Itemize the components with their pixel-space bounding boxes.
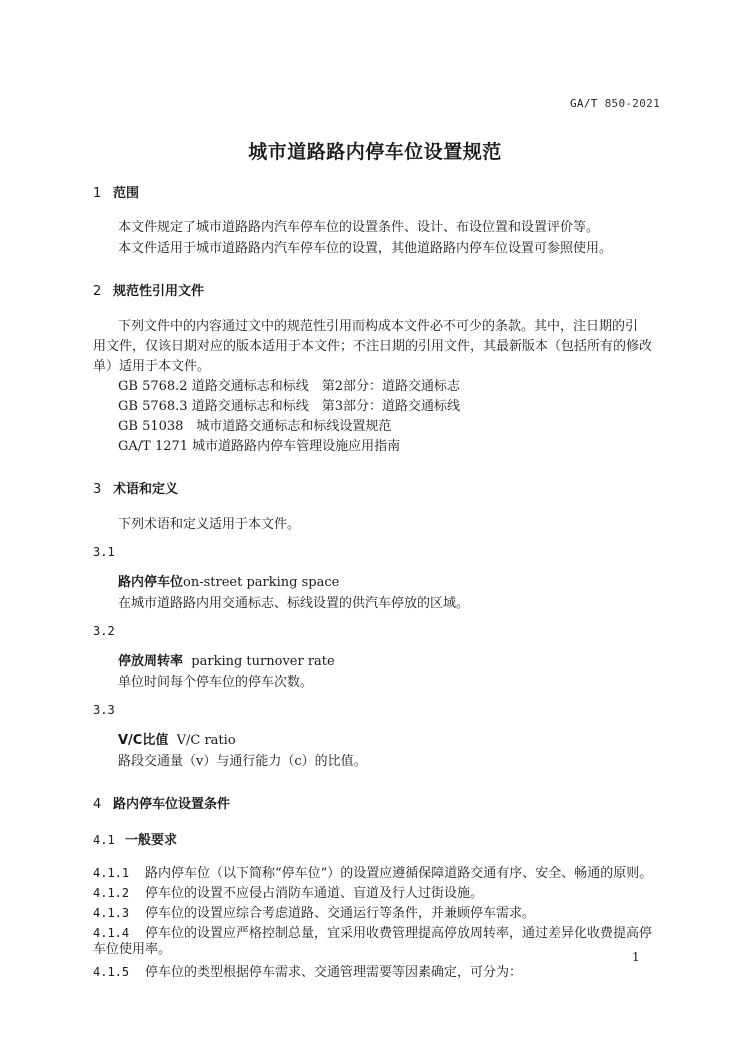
term-title	[118, 732, 236, 749]
clause-4-1-2	[93, 882, 483, 901]
clause-text: 停车位的设置应严格控制总量，宜采用收费管理提高停放周转率，通过差异化收费提高停	[145, 926, 653, 941]
clause-4-1-4	[93, 922, 652, 941]
clause-4-1-5	[93, 961, 522, 980]
s1-paragraph-1: 本文件规定了城市道路路内汽车停车位的设置条件、设计、布设位置和设置评价等。	[118, 220, 600, 235]
term-definition: 路段交通量（v）与通行能力（c）的比值。	[118, 754, 367, 769]
subsection-4-1-heading	[93, 829, 177, 848]
standard-number: 850-2021	[604, 97, 660, 110]
term-number: 3.2	[93, 624, 115, 638]
clause-text: 停车位的类型根据停车需求、交通管理需要等因素确定，可分为：	[145, 965, 523, 980]
clause-4-1-1	[93, 862, 652, 881]
subsection-number: 4.1	[93, 833, 115, 847]
term-english: on-street parking space	[183, 575, 340, 590]
section-number: 2	[93, 284, 102, 299]
section-2-heading	[93, 280, 204, 299]
term-chinese: 路内停车位	[118, 575, 184, 590]
clause-text: 路内停车位（以下简称“停车位”）的设置应遵循保障道路交通有序、安全、畅通的原则。	[145, 866, 653, 881]
term-number: 3.1	[93, 545, 115, 559]
term-definition: 单位时间每个停车位的停车次数。	[118, 675, 314, 690]
clause-number: 4.1.2	[93, 886, 130, 900]
s1-paragraph-2: 本文件适用于城市道路路内汽车停车位的设置，其他道路路内停车位设置可参照使用。	[118, 241, 613, 256]
clause-4-1-4-continued: 车位使用率。	[93, 942, 172, 957]
section-title: 规范性引用文件	[113, 284, 205, 299]
document-title: 城市道路路内停车位设置规范	[248, 141, 502, 163]
term-chinese: 停放周转率	[118, 654, 184, 669]
section-title: 术语和定义	[113, 482, 179, 497]
reference-item: GB 51038 城市道路交通标志和标线设置规范	[118, 419, 392, 434]
section-number: 4	[93, 797, 102, 812]
s2-paragraph-line-3: 单）适用于本文件。	[93, 359, 211, 374]
reference-item: GB 5768.2 道路交通标志和标线 第2部分：道路交通标志	[118, 379, 460, 394]
subsection-title: 一般要求	[125, 833, 178, 848]
clause-number: 4.1.3	[93, 906, 130, 920]
section-3-heading	[93, 478, 178, 497]
section-1-heading	[93, 182, 139, 201]
section-number: 1	[93, 186, 102, 201]
term-number: 3.3	[93, 703, 115, 717]
s2-paragraph-line-1: 下列文件中的内容通过文中的规范性引用而构成本文件必不可少的条款。其中，注日期的引	[118, 319, 639, 334]
section-title: 路内停车位设置条件	[113, 797, 231, 812]
clause-text: 停车位的设置不应侵占消防车通道、盲道及行人过街设施。	[145, 886, 484, 901]
standard-prefix: GA/T	[569, 97, 598, 110]
clause-number: 4.1.1	[93, 866, 130, 880]
clause-number: 4.1.4	[93, 926, 130, 940]
clause-text: 停车位的设置应综合考虑道路、交通运行等条件，并兼顾停车需求。	[145, 906, 536, 921]
term-title	[118, 653, 335, 670]
term-english: V/C ratio	[176, 733, 236, 748]
reference-item: GA/T 1271 城市道路路内停车管理设施应用指南	[118, 439, 401, 454]
clause-4-1-3	[93, 902, 535, 921]
term-definition: 在城市道路路内用交通标志、标线设置的供汽车停放的区域。	[118, 596, 470, 611]
section-4-heading	[93, 793, 230, 812]
s2-paragraph-line-2: 用文件，仅该日期对应的版本适用于本文件；不注日期的引用文件，其最新版本（包括所有的修改	[93, 339, 653, 354]
term-chinese: V/C比值	[118, 733, 169, 748]
clause-number: 4.1.5	[93, 965, 130, 979]
s3-paragraph: 下列术语和定义适用于本文件。	[118, 517, 301, 532]
term-english: parking turnover rate	[191, 654, 335, 669]
reference-item: GB 5768.3 道路交通标志和标线 第3部分：道路交通标线	[118, 399, 460, 414]
term-title	[118, 574, 339, 591]
page-number: 1	[632, 950, 640, 964]
standard-code	[570, 97, 660, 110]
section-number: 3	[93, 482, 102, 497]
section-title: 范围	[113, 186, 140, 201]
